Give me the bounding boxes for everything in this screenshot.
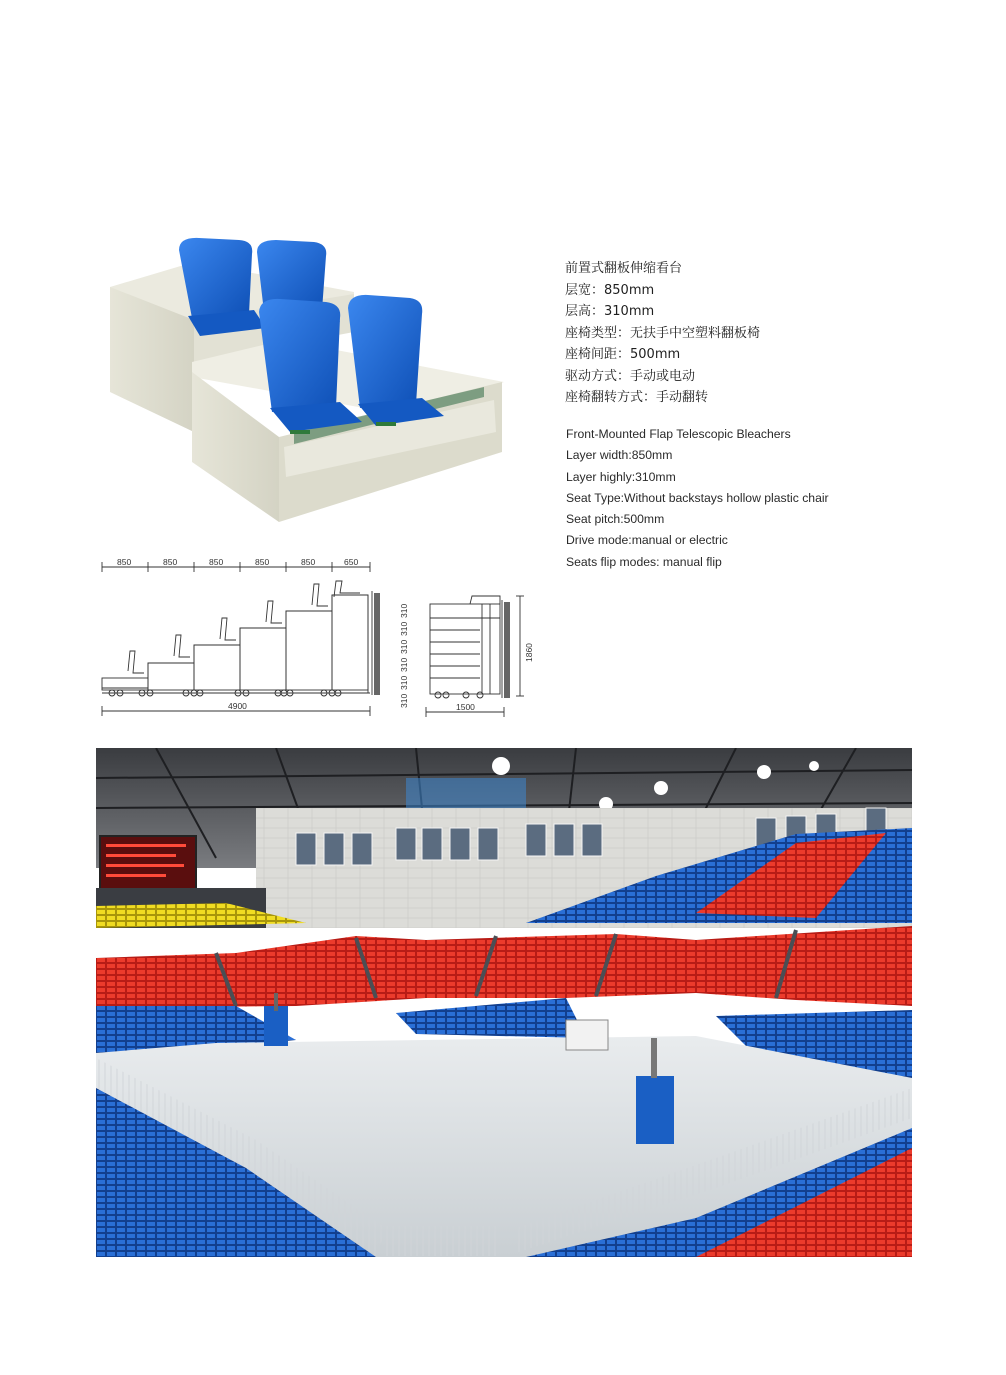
arena-photo bbox=[96, 748, 912, 1257]
spec-cn-drive-mode: 驱动方式：手动或电动 bbox=[565, 368, 696, 384]
spec-cn-title: 前置式翻板伸缩看台 bbox=[565, 261, 683, 276]
dim-top-5: 850 bbox=[301, 557, 316, 567]
spec-cn-layer-width: 层宽：850mm bbox=[565, 282, 655, 298]
spec-en-title: Front-Mounted Flap Telescopic Bleachers bbox=[566, 427, 791, 441]
spec-chinese bbox=[565, 258, 985, 409]
dim-side-depth: 1500 bbox=[456, 702, 475, 712]
spec-en-seat-type: Seat Type:Without backstays hollow plastic chair bbox=[566, 490, 829, 505]
spec-english bbox=[566, 424, 986, 573]
dim-step-3: 310 bbox=[399, 657, 409, 672]
dim-top-4: 850 bbox=[255, 557, 270, 567]
bleacher-product-image bbox=[104, 232, 514, 527]
spec-en-layer-height: Layer highly:310mm bbox=[566, 469, 676, 484]
spec-cn-layer-height: 层高：310mm bbox=[565, 304, 655, 319]
technical-drawing-step-heights bbox=[396, 600, 412, 710]
spec-en-layer-width: Layer width:850mm bbox=[566, 448, 673, 463]
dim-side-height: 1860 bbox=[524, 643, 534, 662]
dim-top-3: 850 bbox=[209, 557, 224, 567]
spec-cn-seat-type: 座椅类型：无扶手中空塑料翻板椅 bbox=[565, 325, 761, 341]
dim-step-4: 310 bbox=[399, 639, 409, 654]
dim-top-2: 850 bbox=[163, 557, 178, 567]
technical-drawing-folded bbox=[420, 590, 540, 718]
spec-en-seat-pitch: Seat pitch:500mm bbox=[566, 512, 665, 527]
dim-step-1: 310 bbox=[399, 693, 409, 708]
technical-drawing-elevation bbox=[98, 553, 408, 718]
dim-total-width: 4900 bbox=[228, 701, 247, 711]
dim-step-6: 310 bbox=[399, 603, 409, 618]
spec-cn-seat-pitch: 座椅间距：500mm bbox=[565, 347, 681, 362]
dim-top-6: 650 bbox=[344, 557, 359, 567]
dim-step-2: 310 bbox=[399, 675, 409, 690]
spec-en-drive-mode: Drive mode:manual or electric bbox=[566, 533, 728, 548]
spec-cn-flip-mode: 座椅翻转方式：手动翻转 bbox=[565, 390, 709, 405]
dim-step-5: 310 bbox=[399, 621, 409, 636]
dim-top-1: 850 bbox=[117, 557, 132, 567]
spec-en-flip-mode: Seats flip modes: manual flip bbox=[566, 554, 722, 569]
